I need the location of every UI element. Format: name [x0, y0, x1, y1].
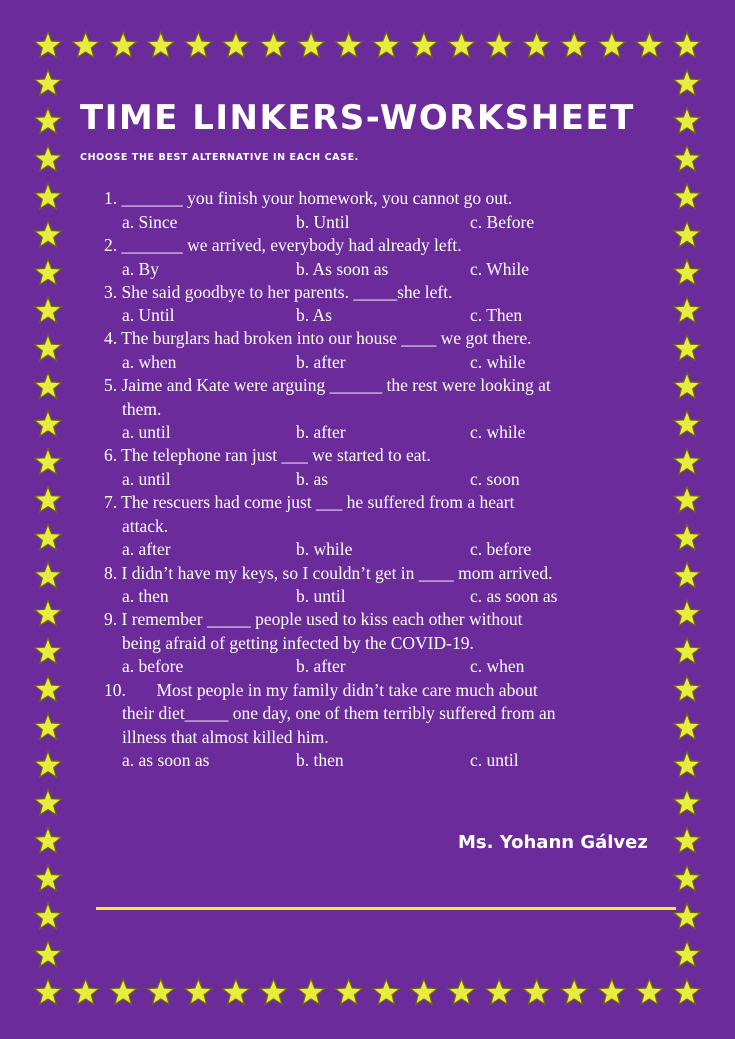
question-4-option-b: b. after: [296, 352, 346, 372]
instructions: CHOOSE THE BEST ALTERNATIVE IN EACH CASE.: [80, 152, 359, 163]
question-9-line-1: 9. I remember _____ people used to kiss each other without: [104, 609, 523, 629]
signature-line: [96, 907, 676, 910]
question-6-line: 6. The telephone ran just ___ we started to eat.: [104, 445, 431, 465]
question-3-option-c: c. Then: [470, 305, 523, 325]
question-1-line: 1. _______ you finish your homework, you cannot go out.: [104, 188, 513, 208]
question-2-option-c: c. While: [470, 259, 529, 279]
question-8-option-a: a. then: [122, 586, 169, 606]
question-9-option-a: a. before: [122, 656, 184, 676]
question-10-line-2: their diet_____ one day, one of them terribly suffered from an: [122, 703, 556, 723]
question-10-line-3: illness that almost killed him.: [122, 727, 329, 747]
question-4-line: 4. The burglars had broken into our house ____ we got there.: [104, 328, 532, 348]
question-6-option-a: a. until: [122, 469, 171, 489]
question-4-option-c: c. while: [470, 352, 526, 372]
question-5-option-b: b. after: [296, 422, 346, 442]
question-2-option-a: a. By: [122, 259, 159, 279]
question-7-option-a: a. after: [122, 539, 171, 559]
question-9-option-b: b. after: [296, 656, 346, 676]
question-7-option-c: c. before: [470, 539, 532, 559]
question-6-option-b: b. as: [296, 469, 329, 489]
question-6-option-c: c. soon: [470, 469, 520, 489]
question-3-option-b: b. As: [296, 305, 332, 325]
question-10-option-a: a. as soon as: [122, 750, 210, 770]
question-8-option-c: c. as soon as: [470, 586, 558, 606]
question-9-option-c: c. when: [470, 656, 525, 676]
page-title: TIME LINKERS-WORKSHEET: [80, 98, 635, 138]
question-1-option-c: c. Before: [470, 212, 535, 232]
question-3-line: 3. She said goodbye to her parents. _____she left.: [104, 282, 453, 302]
question-8-option-b: b. until: [296, 586, 346, 606]
question-7-option-b: b. while: [296, 539, 353, 559]
question-7-line-1: 7. The rescuers had come just ___ he suffered from a heart: [104, 492, 515, 512]
question-10-option-b: b. then: [296, 750, 344, 770]
question-8-line: 8. I didn’t have my keys, so I couldn’t get in ____ mom arrived.: [104, 563, 553, 583]
author-signature: Ms. Yohann Gálvez: [458, 832, 648, 853]
question-5-line-1: 5. Jaime and Kate were arguing ______ the rest were looking at: [104, 375, 551, 395]
question-3-option-a: a. Until: [122, 305, 175, 325]
question-5-line-2: them.: [122, 399, 162, 419]
question-10-line-1: 10. Most people in my family didn’t take care much about: [104, 680, 538, 700]
question-5-option-c: c. while: [470, 422, 526, 442]
question-10-option-c: c. until: [470, 750, 519, 770]
question-5-option-a: a. until: [122, 422, 171, 442]
question-7-line-2: attack.: [122, 516, 169, 536]
question-4-option-a: a. when: [122, 352, 177, 372]
question-2-option-b: b. As soon as: [296, 259, 389, 279]
question-9-line-2: being afraid of getting infected by the COVID-19.: [122, 633, 474, 653]
question-1-option-b: b. Until: [296, 212, 350, 232]
question-1-option-a: a. Since: [122, 212, 178, 232]
question-2-line: 2. _______ we arrived, everybody had already left.: [104, 235, 462, 255]
